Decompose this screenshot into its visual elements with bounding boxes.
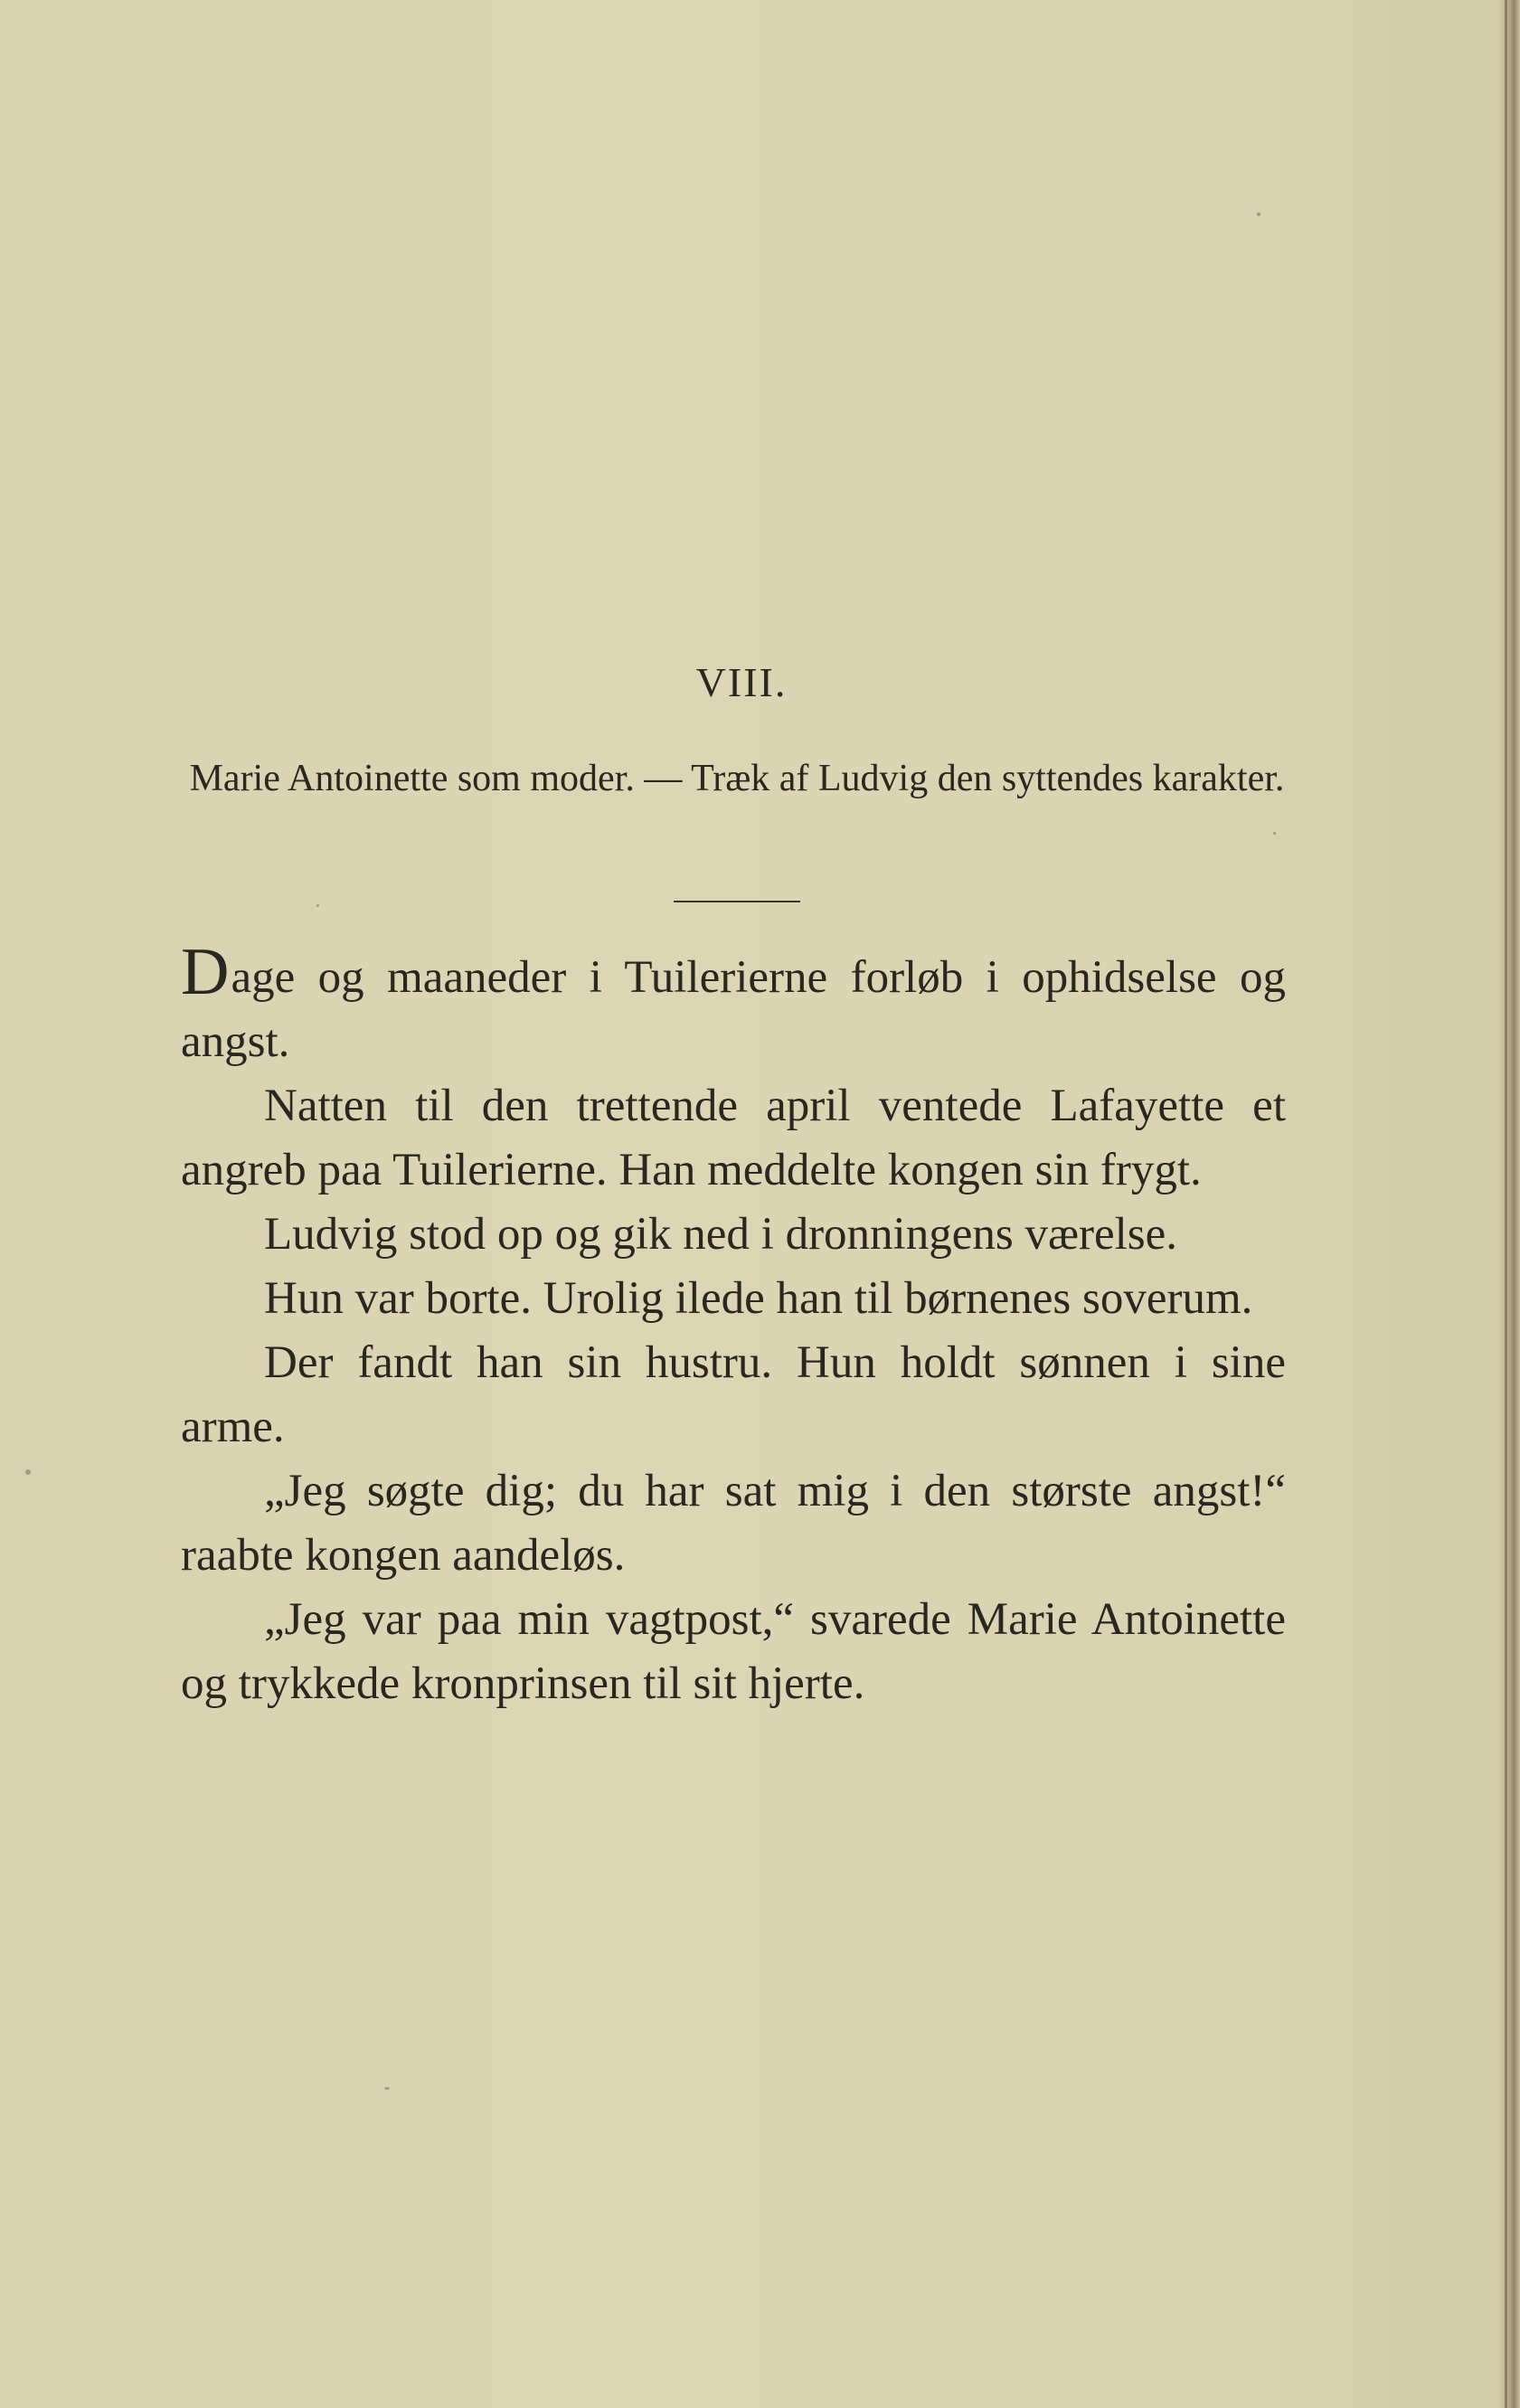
paper-speck: [1257, 212, 1260, 216]
page-gutter: [1500, 0, 1520, 2408]
paragraph-text: age og maaneder i Tuilerierne forløb i ophidselse og angst.: [181, 952, 1286, 1067]
paragraph: Der fandt han sin hustru. Hun holdt sønnen i sine arme.: [181, 1337, 1286, 1452]
paper-speck: [1273, 832, 1276, 835]
chapter-subtitle: Marie Antoinette som moder. — Træk af Ludvig den syttendes karakter.: [189, 758, 1285, 799]
paragraph: Ludvig stod op og gik ned i dronningens værelse.: [264, 1209, 1177, 1260]
paragraph: Hun var borte. Urolig ilede han til børnenes soverum.: [264, 1273, 1253, 1324]
paper-speck: [25, 1469, 31, 1475]
drop-cap: D: [181, 935, 230, 1009]
paper-speck: [316, 904, 319, 907]
paragraph: [181, 935, 1286, 1074]
paper-speck: [384, 2087, 390, 2090]
paragraph: Natten til den trettende april ventede Lafayette et angreb paa Tuilerierne. Han meddelte kongen sin frygt.: [181, 1081, 1286, 1195]
binding-edge: [1505, 0, 1507, 2408]
chapter-number: VIII.: [695, 659, 788, 705]
chapter-divider: [674, 901, 800, 902]
paragraph: „Jeg søgte dig; du har sat mig i den største angst!“ raabte kongen aandeløs.: [181, 1466, 1286, 1581]
paragraph: „Jeg var paa min vagtpost,“ svarede Marie Antoinette og trykkede kronprinsen til sit hjerte.: [181, 1594, 1286, 1709]
chapter-body: [181, 935, 1286, 1716]
